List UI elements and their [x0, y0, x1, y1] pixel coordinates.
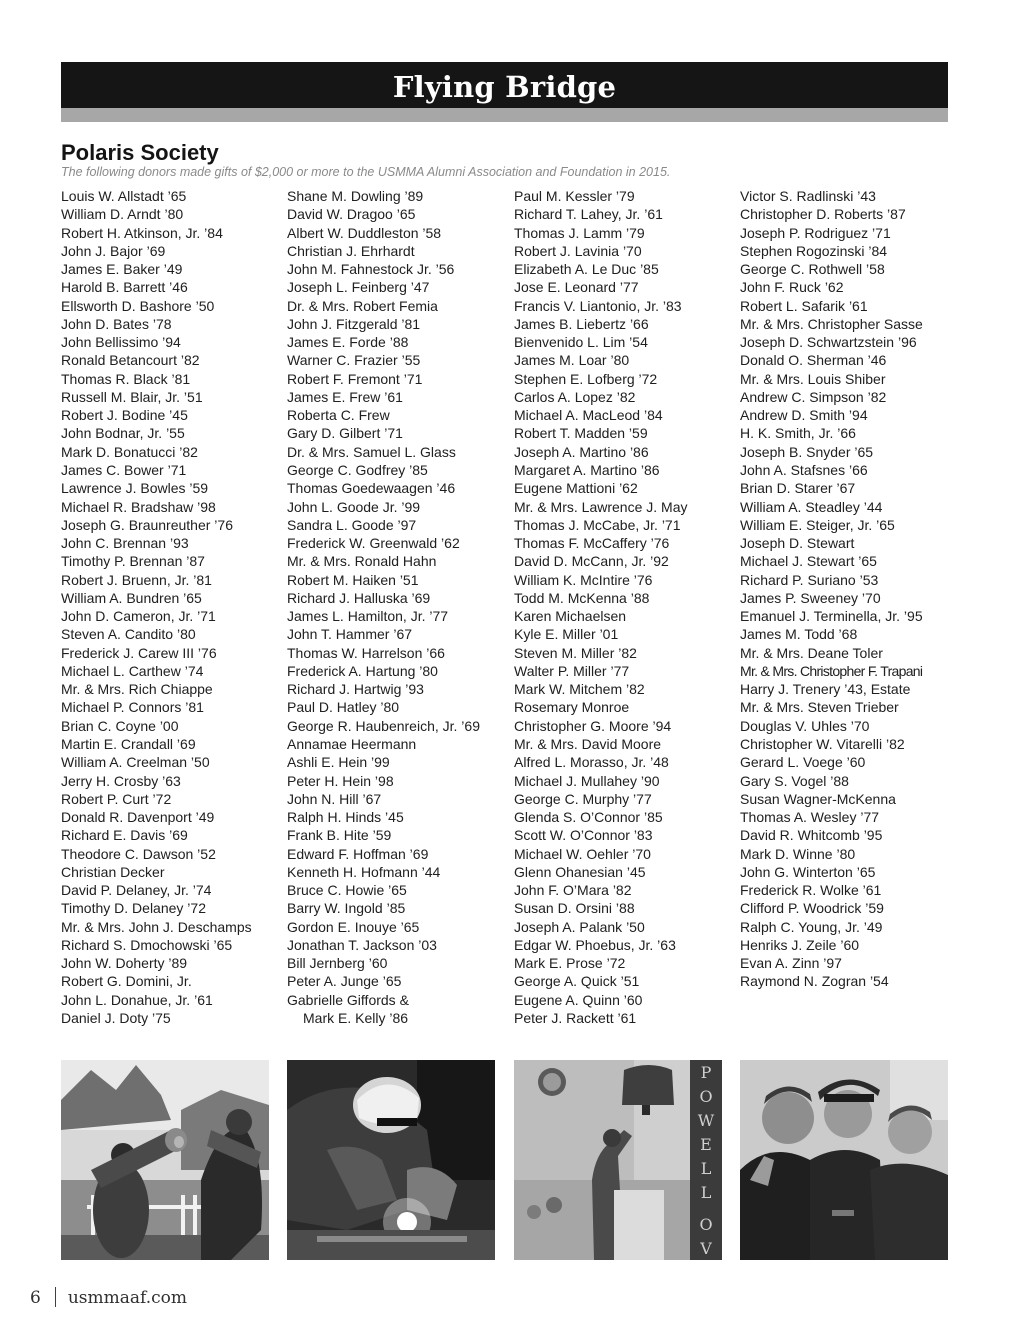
donor-name: Mr. & Mrs. Deane Toler: [740, 644, 883, 661]
donor-name: John D. Cameron, Jr. ’71: [61, 608, 216, 625]
donor-name: James P. Sweeney ’70: [740, 589, 881, 606]
donor-name: Ronald Betancourt ’82: [61, 352, 200, 369]
photo-bell-image: [514, 1060, 722, 1260]
donor-name: Christian J. Ehrhardt: [287, 242, 415, 259]
donor-name: Mr. & Mrs. Rich Chiappe: [61, 681, 213, 698]
donor-name: Mr. & Mrs. Christopher Sasse: [740, 315, 923, 332]
donor-name: John L. Goode Jr. ’99: [287, 498, 421, 515]
donor-name: Thomas J. McCabe, Jr. ’71: [514, 516, 681, 533]
donor-name: Harold B. Barrett ’46: [61, 279, 188, 296]
donor-name: Edward F. Hoffman ’69: [287, 845, 429, 862]
donor-name: Dr. & Mrs. Samuel L. Glass: [287, 443, 456, 460]
plaque-letter: W: [697, 1111, 715, 1130]
donor-name: Ralph C. Young, Jr. ’49: [740, 918, 883, 935]
donor-name: Martin E. Crandall ’69: [61, 735, 196, 752]
donor-name: Thomas A. Wesley ’77: [740, 809, 880, 826]
plaque-letter: O: [699, 1215, 713, 1234]
donor-name: Sandra L. Goode ’97: [287, 516, 417, 533]
donor-name: Frederick A. Hartung ’80: [287, 662, 438, 679]
donor-name: Timothy P. Brennan ’87: [61, 553, 205, 570]
donor-name: Elizabeth A. Le Duc ’85: [514, 261, 659, 278]
donor-name: Richard J. Hartwig ’93: [287, 681, 424, 698]
donor-name: William D. Arndt ’80: [61, 206, 184, 223]
donor-name: Mr. & Mrs. David Moore: [514, 735, 662, 752]
donor-name: Mr. & Mrs. Steven Trieber: [740, 699, 899, 716]
donor-name: Douglas V. Uhles ’70: [740, 717, 870, 734]
donor-name: Thomas W. Harrelson ’66: [287, 644, 445, 661]
donor-name: Donald O. Sherman ’46: [740, 352, 887, 369]
donor-name: Robert J. Bodine ’45: [61, 407, 188, 424]
donor-name: Steven M. Miller ’82: [514, 644, 637, 661]
photo-log-carry-image: [61, 1060, 269, 1260]
donor-name: Lawrence J. Bowles ’59: [61, 480, 209, 497]
donor-name: Robert L. Safarik ’61: [740, 297, 868, 314]
photo-welding: [287, 1060, 495, 1260]
donor-name: James E. Baker ’49: [61, 261, 183, 278]
donor-name: John T. Hammer ’67: [287, 626, 413, 643]
donor-name: Alfred L. Morasso, Jr. ’48: [514, 754, 669, 771]
donor-name: Bill Jernberg ’60: [287, 955, 388, 972]
donor-name: George C. Godfrey ’85: [287, 461, 428, 478]
donor-name: Stephen E. Lofberg ’72: [514, 370, 658, 387]
donor-name: Gary S. Vogel ’88: [740, 772, 849, 789]
donor-name: Andrew C. Simpson ’82: [740, 388, 887, 405]
donor-name: Michael R. Bradshaw ’98: [61, 498, 216, 515]
donor-name: Mr. & Mrs. Louis Shiber: [740, 370, 886, 387]
donor-name: Peter H. Hein ’98: [287, 772, 394, 789]
donor-name: William K. McIntire ’76: [514, 571, 653, 588]
plaque-letter: E: [700, 1135, 712, 1154]
donor-name: Harry J. Trenery ’43, Estate: [740, 681, 911, 698]
donor-name: Richard S. Dmochowski ’65: [61, 936, 233, 953]
donor-name: Brian D. Starer ’67: [740, 480, 856, 497]
donor-name: Emanuel J. Terminella, Jr. ’95: [740, 608, 923, 625]
donor-name: George C. Rothwell ’58: [740, 261, 885, 278]
banner-title: Flying Bridge: [392, 70, 617, 104]
donor-name: James C. Bower ’71: [61, 461, 187, 478]
page-number: 6: [30, 1288, 41, 1308]
donor-name: Christopher W. Vitarelli ’82: [740, 735, 905, 752]
donor-name: Roberta C. Frew: [287, 407, 390, 424]
donor-name: William E. Steiger, Jr. ’65: [740, 516, 895, 533]
donor-name: Michael A. MacLeod ’84: [514, 407, 663, 424]
donor-name: John N. Hill ’67: [287, 790, 382, 807]
donor-name: Michael P. Connors ’81: [61, 699, 204, 716]
donor-name: Warner C. Frazier ’55: [287, 352, 421, 369]
donor-name: Edgar W. Phoebus, Jr. ’63: [514, 936, 676, 953]
photo-bell: [514, 1060, 722, 1260]
donor-name: Margaret A. Martino ’86: [514, 461, 660, 478]
donor-name: John F. Ruck ’62: [740, 279, 844, 296]
donor-name: Richard T. Lahey, Jr. ’61: [514, 206, 663, 223]
donor-name: Eugene Mattioni ’62: [514, 480, 638, 497]
donor-name: Kyle E. Miller ’01: [514, 626, 619, 643]
donor-name: James E. Forde ’88: [287, 334, 409, 351]
donor-name: Thomas R. Black ’81: [61, 370, 191, 387]
donor-name: H. K. Smith, Jr. ’66: [740, 425, 856, 442]
donor-name: John C. Brennan ’93: [61, 535, 189, 552]
donor-name: Thomas J. Lamm ’79: [514, 224, 645, 241]
photo-log-carry: [61, 1060, 269, 1260]
donor-name: Andrew D. Smith ’94: [740, 407, 868, 424]
donor-name: Christopher G. Moore ’94: [514, 717, 672, 734]
donor-name: Mark W. Mitchem ’82: [514, 681, 645, 698]
donor-name: Louis W. Allstadt ’65: [61, 188, 187, 204]
donor-name: Jonathan T. Jackson ’03: [287, 936, 437, 953]
donor-name: Peter J. Rackett ’61: [514, 1009, 637, 1026]
donor-name: Rosemary Monroe: [514, 699, 630, 716]
donor-name: John J. Bajor ’69: [61, 242, 166, 259]
donor-name: Susan D. Orsini ’88: [514, 900, 635, 917]
donor-name: John F. O’Mara ’82: [514, 882, 632, 899]
donor-name: Joseph G. Braunreuther ’76: [61, 516, 233, 533]
donor-name: Mr. & Mrs. Lawrence J. May: [514, 498, 688, 515]
donor-name: David D. McCann, Jr. ’92: [514, 553, 669, 570]
photo-welding-image: [287, 1060, 495, 1260]
donor-name: Frank B. Hite ’59: [287, 827, 392, 844]
donor-name: Scott W. O’Connor ’83: [514, 827, 653, 844]
plaque-letter: V: [700, 1239, 712, 1258]
donor-name: Steven A. Candito ’80: [61, 626, 196, 643]
donor-name: Joseph D. Stewart: [740, 535, 855, 552]
donor-name: Robert M. Haiken ’51: [287, 571, 419, 588]
donor-name: Daniel J. Doty ’75: [61, 1009, 171, 1026]
photo-three-midshipmen: [740, 1060, 948, 1260]
plaque-letter: L: [700, 1183, 712, 1202]
donor-name: John M. Fahnestock Jr. ’56: [287, 261, 455, 278]
donor-name: Annamae Heermann: [287, 735, 417, 752]
donor-name: John D. Bates ’78: [61, 315, 172, 332]
donor-name: Kenneth H. Hofmann ’44: [287, 863, 441, 880]
donor-name: Michael W. Oehler ’70: [514, 845, 651, 862]
donor-name: David R. Whitcomb ’95: [740, 827, 883, 844]
donor-name: Russell M. Blair, Jr. ’51: [61, 388, 203, 405]
donor-name: Joseph B. Snyder ’65: [740, 443, 874, 460]
donor-name: Peter A. Junge ’65: [287, 973, 402, 990]
donor-name: Frederick J. Carew III ’76: [61, 644, 217, 661]
plaque-letter: P: [700, 1063, 712, 1082]
donor-name: Mr. & Mrs. Ronald Hahn: [287, 553, 437, 570]
donor-name: Shane M. Dowling ’89: [287, 188, 424, 204]
donor-name: William A. Creelman ’50: [61, 754, 210, 771]
donor-name: Susan Wagner-McKenna: [740, 790, 896, 807]
donor-name: Gordon E. Inouye ’65: [287, 918, 420, 935]
donor-name: Frederick R. Wolke ’61: [740, 882, 882, 899]
donor-name: Glenn Ohanesian ’45: [514, 863, 646, 880]
page-footer: [30, 1287, 187, 1308]
donor-name: Donald R. Davenport ’49: [61, 809, 215, 826]
donor-name: John L. Donahue, Jr. ’61: [61, 991, 213, 1008]
donor-name: William A. Steadley ’44: [740, 498, 883, 515]
donor-name: Joseph A. Martino ’86: [514, 443, 649, 460]
donor-name: Michael J. Mullahey ’90: [514, 772, 660, 789]
donor-name: John J. Fitzgerald ’81: [287, 315, 421, 332]
donor-name: David P. Delaney, Jr. ’74: [61, 882, 212, 899]
donor-name: George C. Murphy ’77: [514, 790, 652, 807]
donor-name: Robert T. Madden ’59: [514, 425, 648, 442]
donor-name: Michael L. Carthew ’74: [61, 662, 204, 679]
donor-name: Michael J. Stewart ’65: [740, 553, 877, 570]
donor-name: Robert F. Fremont ’71: [287, 370, 423, 387]
plaque-letter: L: [700, 1159, 712, 1178]
donor-column-1: [61, 187, 281, 1027]
donor-name: Barry W. Ingold ’85: [287, 900, 406, 917]
donor-name: Mark E. Kelly ’86: [303, 1009, 409, 1026]
donor-column-2: [287, 187, 507, 1027]
donor-name: James M. Loar ’80: [514, 352, 630, 369]
donor-name: Evan A. Zinn ’97: [740, 955, 842, 972]
donor-name: George R. Haubenreich, Jr. ’69: [287, 717, 480, 734]
donor-name: Stephen Rogozinski ’84: [740, 242, 888, 259]
donor-name: Paul D. Hatley ’80: [287, 699, 400, 716]
donor-name: Jerry H. Crosby ’63: [61, 772, 181, 789]
section-subtitle: The following donors made gifts of $2,000 or more to the USMMA Alumni Association and Foundation in 2015.: [61, 165, 671, 179]
donor-name: John G. Winterton ’65: [740, 863, 876, 880]
donor-name: John A. Stafsnes ’66: [740, 461, 868, 478]
donor-name: Thomas Goedewaagen ’46: [287, 480, 456, 497]
donor-name: Thomas F. McCaffery ’76: [514, 535, 670, 552]
donor-name: John Bodnar, Jr. ’55: [61, 425, 185, 442]
donor-name: George A. Quick ’51: [514, 973, 640, 990]
donor-name: Richard J. Halluska ’69: [287, 589, 431, 606]
donor-name: David W. Dragoo ’65: [287, 206, 416, 223]
page-banner: [61, 62, 948, 108]
donor-name: Richard P. Suriano ’53: [740, 571, 879, 588]
donor-name: Joseph P. Rodriguez ’71: [740, 224, 891, 241]
donor-name: James L. Hamilton, Jr. ’77: [287, 608, 449, 625]
donor-name: Ashli E. Hein ’99: [287, 754, 390, 771]
donor-name: John W. Doherty ’89: [61, 955, 188, 972]
donor-name: Robert J. Bruenn, Jr. ’81: [61, 571, 212, 588]
donor-name: Robert G. Domini, Jr.: [61, 973, 192, 990]
photo-three-midshipmen-image: [740, 1060, 948, 1260]
donor-name: Mr. & Mrs. John J. Deschamps: [61, 918, 252, 935]
footer-divider: [55, 1287, 56, 1307]
donor-name: Albert W. Duddleston ’58: [287, 224, 442, 241]
donor-name: Mark D. Winne ’80: [740, 845, 856, 862]
donor-name: John Bellissimo ’94: [61, 334, 181, 351]
donor-name: Joseph A. Palank ’50: [514, 918, 645, 935]
donor-name: Carlos A. Lopez ’82: [514, 388, 636, 405]
donor-name: Paul M. Kessler ’79: [514, 188, 635, 204]
donor-name: Frederick W. Greenwald ’62: [287, 535, 460, 552]
donor-name: Richard E. Davis ’69: [61, 827, 188, 844]
donor-name: Glenda S. O’Connor ’85: [514, 809, 663, 826]
donor-name: Dr. & Mrs. Robert Femia: [287, 297, 438, 314]
donor-name: William A. Bundren ’65: [61, 589, 202, 606]
donor-name: Theodore C. Dawson ’52: [61, 845, 216, 862]
donor-name: Robert H. Atkinson, Jr. ’84: [61, 224, 223, 241]
donor-name: Ralph H. Hinds ’45: [287, 809, 404, 826]
donor-name: James B. Liebertz ’66: [514, 315, 649, 332]
donor-name: Ellsworth D. Bashore ’50: [61, 297, 215, 314]
banner-rule: [61, 108, 948, 122]
donor-name: Christian Decker: [61, 863, 165, 880]
donor-name: Eugene A. Quinn ’60: [514, 991, 643, 1008]
donor-name: Bruce C. Howie ’65: [287, 882, 407, 899]
donor-name: Karen Michaelsen: [514, 608, 627, 625]
donor-name: Todd M. McKenna ’88: [514, 589, 650, 606]
donor-name: Joseph L. Feinberg ’47: [287, 279, 430, 296]
donor-name: Christopher D. Roberts ’87: [740, 206, 906, 223]
donor-name: Raymond N. Zogran ’54: [740, 973, 889, 990]
donor-name: Mr. & Mrs. Christopher F. Trapani: [740, 662, 923, 679]
donor-name: Bienvenido L. Lim ’54: [514, 334, 648, 351]
donor-name: Victor S. Radlinski ’43: [740, 188, 876, 204]
donor-column-4: [740, 187, 960, 991]
donor-name: James M. Todd ’68: [740, 626, 858, 643]
donor-name: Timothy D. Delaney ’72: [61, 900, 206, 917]
donor-name: Mark D. Bonatucci ’82: [61, 443, 198, 460]
donor-name: Gabrielle Giffords &: [287, 991, 409, 1008]
donor-name: Joseph D. Schwartzstein ’96: [740, 334, 917, 351]
donor-name: Jose E. Leonard ’77: [514, 279, 639, 296]
donor-name: Mark E. Prose ’72: [514, 955, 626, 972]
donor-name: Gerard L. Voege ’60: [740, 754, 866, 771]
donor-name: Gary D. Gilbert ’71: [287, 425, 403, 442]
donor-name: Henriks J. Zeile ’60: [740, 936, 860, 953]
donor-name: Robert P. Curt ’72: [61, 790, 172, 807]
section-title: Polaris Society: [61, 140, 219, 165]
donor-name: Walter P. Miller ’77: [514, 662, 630, 679]
donor-name: Robert J. Lavinia ’70: [514, 242, 642, 259]
donor-name: James E. Frew ’61: [287, 388, 403, 405]
donor-name: Brian C. Coyne ’00: [61, 717, 179, 734]
footer-site: usmmaaf.com: [67, 1288, 187, 1308]
plaque-letter: O: [699, 1087, 713, 1106]
donor-name: Clifford P. Woodrick ’59: [740, 900, 884, 917]
donor-column-3: [514, 187, 734, 1027]
donor-name: Francis V. Liantonio, Jr. ’83: [514, 297, 682, 314]
